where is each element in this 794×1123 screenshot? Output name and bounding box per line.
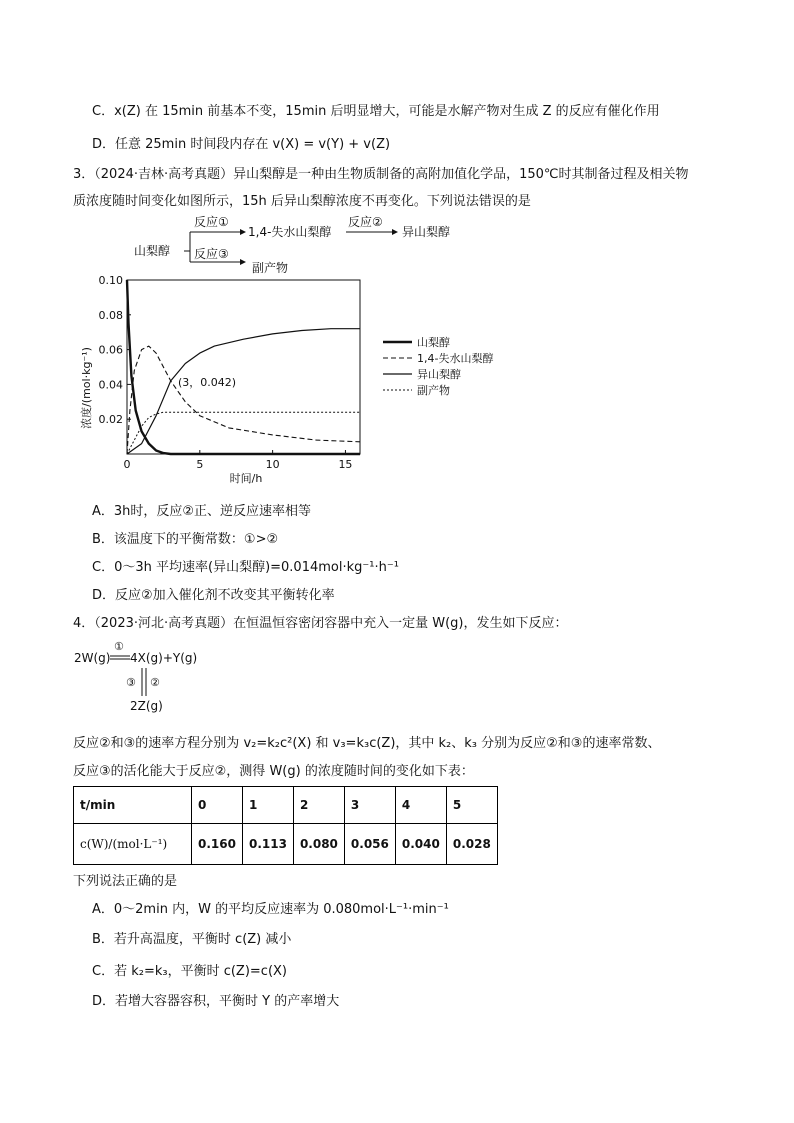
chart-legend-label: 山梨醇: [417, 336, 450, 349]
chart-x-tick-label: 15: [338, 458, 353, 471]
q3-option-c: C．0～3h 平均速率(异山梨醇)=0.014mol·kg⁻¹·h⁻¹: [92, 560, 399, 575]
chart-legend-label: 副产物: [417, 384, 450, 397]
q4-option-b: B．若升高温度，平衡时 c(Z) 减小: [92, 932, 292, 947]
chart-y-tick-label: 0.02: [98, 413, 123, 427]
chart-series-line-2: [127, 329, 360, 454]
q4-option-d: D．若增大容器容积，平衡时 Y 的产率增大: [92, 994, 340, 1009]
scheme-p1: 1,4-失水山梨醇: [248, 225, 332, 239]
table-row: [74, 787, 498, 824]
chart-series-line-3: [127, 412, 360, 454]
table-header-cell: 2: [293, 787, 344, 824]
chart-y-tick-label: 0.04: [98, 378, 123, 392]
q3-option-d: D．反应②加入催化剂不改变其平衡转化率: [92, 588, 335, 603]
scheme-start: 山梨醇: [134, 244, 171, 258]
table-row: [74, 824, 498, 865]
chart-x-tick-label: 5: [196, 458, 204, 471]
q3-option-a: A．3h时，反应②正、逆反应速率相等: [92, 504, 312, 519]
table-cell: 0.040: [395, 824, 446, 865]
scheme-p2: 异山梨醇: [402, 225, 451, 239]
table-row-label: c(W)/(mol·L⁻¹): [74, 824, 192, 865]
scheme-p3: 副产物: [252, 261, 289, 275]
chart-series-line-1: [127, 346, 360, 454]
chart-y-tick-label: 0.08: [98, 308, 123, 322]
q4-scheme-down-left: ③: [126, 676, 136, 689]
q3-option-b: B．该温度下的平衡常数：①>②: [92, 532, 279, 547]
q4-lead: 下列说法正确的是: [73, 874, 178, 889]
chart-legend-label: 1,4-失水山梨醇: [417, 352, 494, 365]
chart-legend-label: 异山梨醇: [417, 368, 461, 381]
chart-series-line-0: [127, 280, 360, 454]
chart-xlabel: 时间/h: [229, 472, 263, 485]
q4-scheme-bottom: 2Z(g): [130, 699, 163, 713]
q3-concentration-chart: [70, 268, 530, 490]
table-cell: 0.160: [192, 824, 243, 865]
option-c-top: C．x(Z) 在 15min 前基本不变，15min 后明显增大，可能是水解产物对生成 Z 的反应有催化作用: [92, 104, 660, 119]
q3-stem-line2: 质浓度随时间变化如图所示，15h 后异山梨醇浓度不再变化。下列说法错误的是: [73, 194, 531, 209]
chart-y-tick-label: 0.10: [98, 274, 123, 287]
q4-option-a: A．0～2min 内，W 的平均反应速率为 0.080mol·L⁻¹·min⁻¹: [92, 902, 449, 917]
q4-reaction-scheme: [70, 636, 270, 716]
table-cell: 0.113: [242, 824, 293, 865]
q4-scheme-left: 2W(g): [74, 651, 111, 665]
chart-x-tick-label: 0: [123, 458, 131, 471]
q4-scheme-upper-mark: ①: [114, 640, 124, 653]
q4-stem: 4．（2023·河北·高考真题）在恒温恒容密闭容器中充入一定量 W(g)，发生如下反应：: [73, 616, 568, 631]
q4-rate-line1: 反应②和③的速率方程分别为 v₂=k₂c²(X) 和 v₃=k₃c(Z)，其中 k₂、k₃ 分别为反应②和③的速率常数、: [73, 736, 661, 751]
chart-annotation: (3，0.042): [178, 376, 237, 389]
table-header-cell: 1: [242, 787, 293, 824]
q4-scheme-right: 4X(g)+Y(g): [130, 651, 198, 665]
chart-x-tick-label: 10: [265, 458, 280, 471]
table-header-cell: 5: [446, 787, 497, 824]
q3-stem-line1: 3．（2024·吉林·高考真题）异山梨醇是一种由生物质制备的高附加值化学品，150℃时其制备过程及相关物: [73, 167, 689, 182]
q4-concentration-table: [73, 786, 498, 865]
option-d-top: D．任意 25min 时间段内存在 v(X) = v(Y) + v(Z): [92, 137, 391, 152]
chart-y-tick-label: 0.06: [98, 343, 123, 357]
q4-scheme-down-right: ②: [150, 676, 160, 689]
chart-plot-frame: [127, 280, 360, 454]
table-cell: 0.028: [446, 824, 497, 865]
table-header-cell: 4: [395, 787, 446, 824]
scheme-r3: 反应③: [194, 247, 229, 261]
table-header-cell: t/min: [74, 787, 192, 824]
scheme-r1: 反应①: [194, 215, 229, 229]
scheme-r2: 反应②: [348, 215, 383, 229]
table-cell: 0.056: [344, 824, 395, 865]
table-header-cell: 0: [192, 787, 243, 824]
chart-ylabel: 浓度/(mol·kg⁻¹): [80, 347, 93, 429]
table-cell: 0.080: [293, 824, 344, 865]
table-header-cell: 3: [344, 787, 395, 824]
q4-rate-line2: 反应③的活化能大于反应②，测得 W(g) 的浓度随时间的变化如下表：: [73, 764, 474, 779]
q4-option-c: C．若 k₂=k₃，平衡时 c(Z)=c(X): [92, 964, 288, 979]
